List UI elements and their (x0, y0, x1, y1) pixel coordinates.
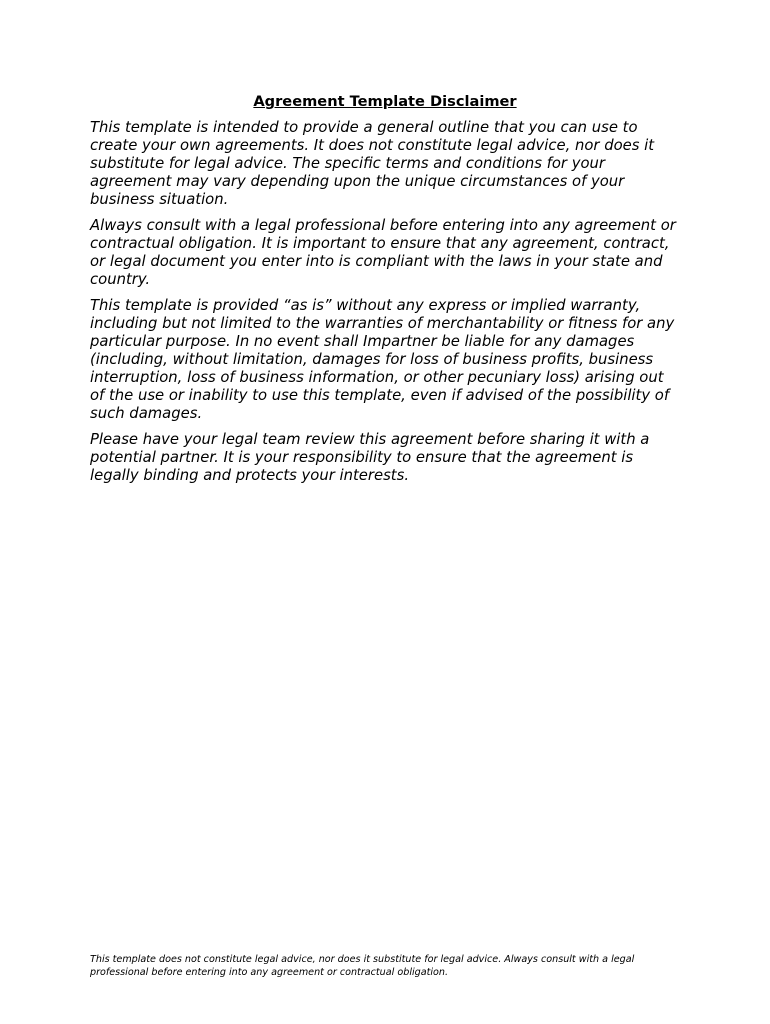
paragraph-legal-review: Please have your legal team review this agreement before sharing it with a potential partner. It is your responsibility to ensure that the agreement is legally binding and protects your interests. (90, 431, 650, 484)
document-body (90, 119, 680, 493)
page-footer-note: This template does not constitute legal advice, nor does it substitute for legal advice. Always consult with a legal professional before entering into any agreement or contractual obligation. (90, 954, 635, 978)
paragraph-consult-professional: Always consult with a legal professional before entering into any agreement or contractual obligation. It is important to ensure that any agreement, contract, or legal document you enter into is compliant with the laws in your state and country. (90, 217, 676, 288)
paragraph-warranty-disclaimer: This template is provided “as is” without any express or implied warranty, including but not limited to the warranties of merchantability or fitness for any particular purpose. In no event shall Impartner be liable for any damages (including, without limitation, damages for loss of business profits, business interruption, loss of business information, or other pecuniary loss) arising out of the use or inability to use this template, even if advised of the possibility of such damages. (90, 297, 675, 422)
document-title: Agreement Template Disclaimer (253, 93, 517, 110)
paragraph-template-purpose: This template is intended to provide a general outline that you can use to create your own agreements. It does not constitute legal advice, nor does it substitute for legal advice. The specific terms and conditions for your agreement may vary depending upon the unique circumstances of your business situation. (90, 119, 655, 208)
